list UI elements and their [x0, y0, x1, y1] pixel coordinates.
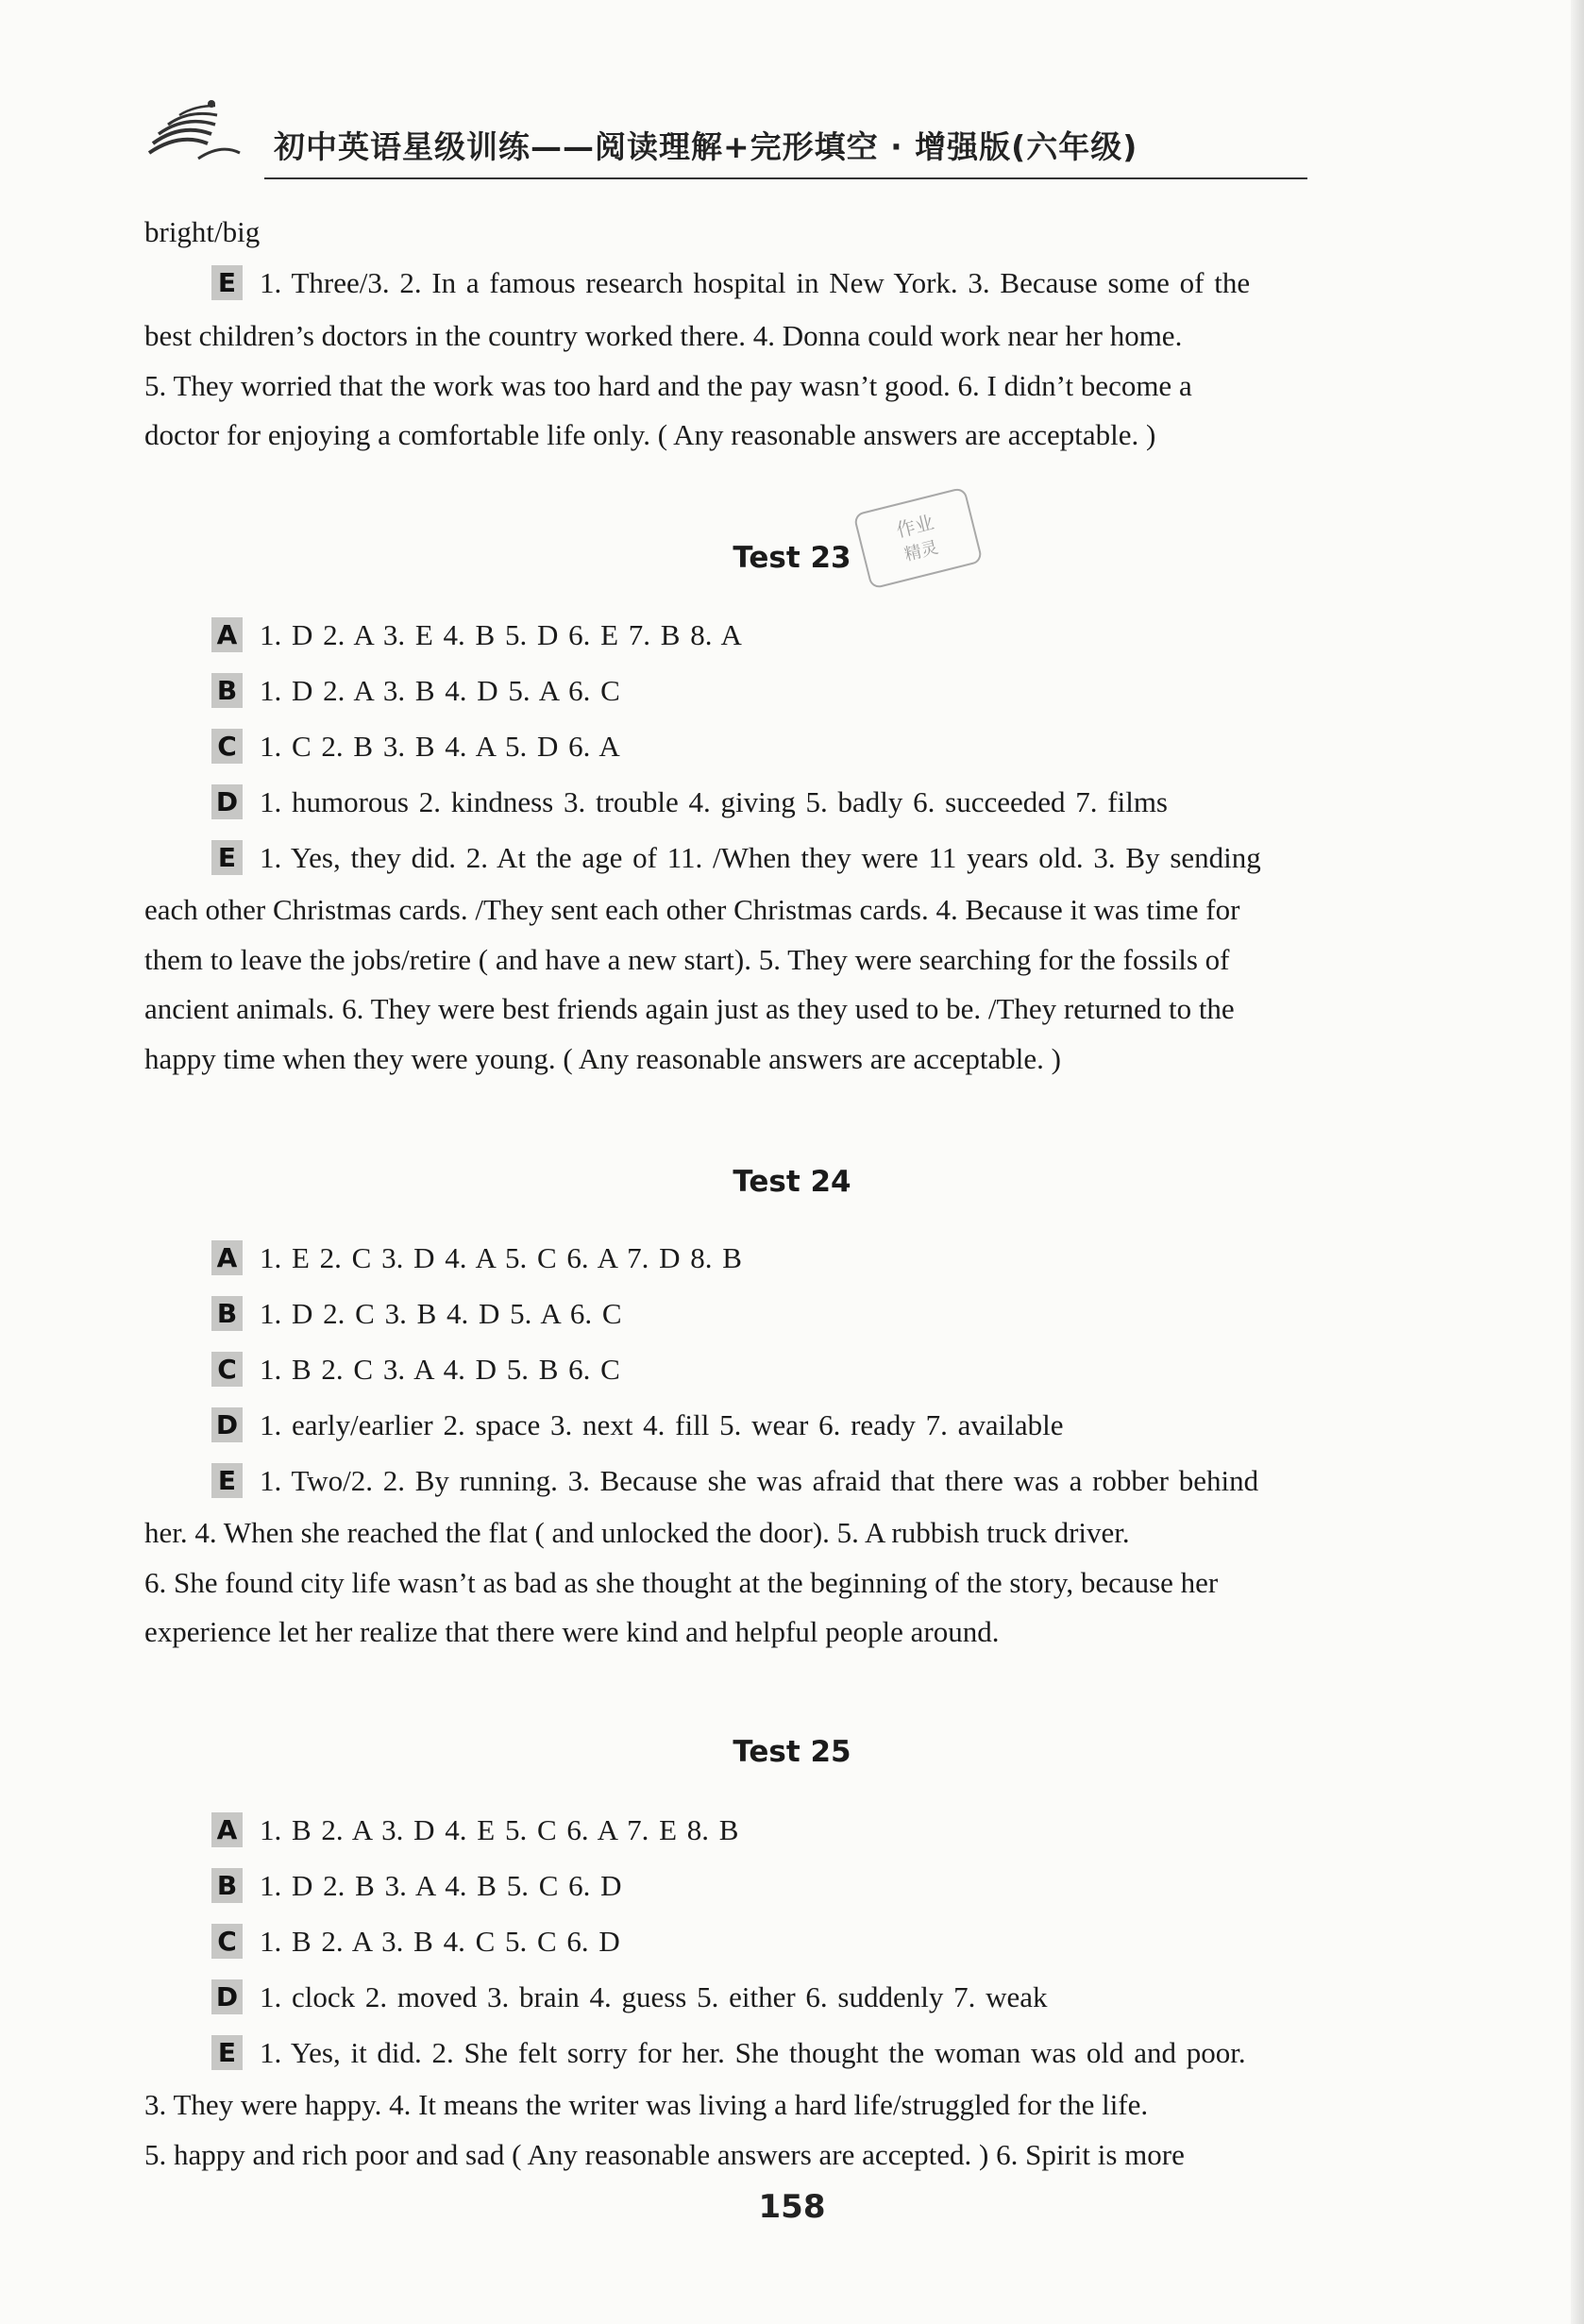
- answer-text: 1. clock 2. moved 3. brain 4. guess 5. either 6. suddenly 7. weak: [260, 1980, 1048, 2013]
- answer-text: 1. Three/3. 2. In a famous research hospital in New York. 3. Because some of the: [260, 266, 1251, 299]
- page-edge: [1571, 0, 1584, 2324]
- answer-text: 1. E 2. C 3. D 4. A 5. C 6. A 7. D 8. B: [260, 1241, 742, 1274]
- section-badge: D: [211, 784, 243, 819]
- answer-text: 1. C 2. B 3. B 4. A 5. D 6. A: [260, 730, 620, 763]
- answer-row-e: [211, 2034, 1246, 2073]
- section-badge: E: [211, 1463, 243, 1498]
- answer-row-e: [211, 264, 1250, 303]
- page-number: 158: [758, 2188, 826, 2226]
- stamp-line2: 精灵: [902, 537, 941, 565]
- answer-text: 1. B 2. A 3. B 4. C 5. C 6. D: [260, 1925, 620, 1958]
- answer-line: doctor for enjoying a comfortable life only. ( Any reasonable answers are acceptable. ): [144, 418, 1156, 451]
- answer-row-b: [211, 1867, 622, 1906]
- section-badge: A: [211, 1812, 243, 1847]
- answer-row-d: [211, 1979, 1048, 2017]
- answer-line: 5. They worried that the work was too hard and the pay wasn’t good. 6. I didn’t become a: [144, 369, 1192, 402]
- answer-line: happy time when they were young. ( Any reasonable answers are acceptable. ): [144, 1042, 1061, 1075]
- answer-text: 1. B 2. A 3. D 4. E 5. C 6. A 7. E 8. B: [260, 1813, 739, 1846]
- section-badge: C: [211, 1352, 243, 1387]
- answer-row-d: [211, 1406, 1064, 1445]
- answer-row-a: [211, 1811, 738, 1850]
- answer-text: 1. Yes, it did. 2. She felt sorry for her. She thought the woman was old and poor.: [260, 2036, 1246, 2069]
- section-badge: C: [211, 1924, 243, 1959]
- answer-text: 1. humorous 2. kindness 3. trouble 4. giving 5. badly 6. succeeded 7. films: [260, 785, 1168, 818]
- section-badge: A: [211, 617, 243, 652]
- answer-line: each other Christmas cards. /They sent each other Christmas cards. 4. Because it was time for: [144, 893, 1240, 926]
- answer-line: experience let her realize that there were kind and helpful people around.: [144, 1615, 1000, 1648]
- section-badge: E: [211, 265, 243, 300]
- answer-row-c: [211, 1351, 620, 1389]
- continuation-text: bright/big: [144, 215, 261, 248]
- answer-line: 6. She found city life wasn’t as bad as she thought at the beginning of the story, because her: [144, 1566, 1219, 1599]
- section-badge: D: [211, 1979, 243, 2014]
- section-badge: B: [211, 673, 243, 708]
- answer-line: 5. happy and rich poor and sad ( Any reasonable answers are accepted. ) 6. Spirit is more: [144, 2138, 1185, 2171]
- answer-text: 1. Yes, they did. 2. At the age of 11. /When they were 11 years old. 3. By sending: [260, 841, 1261, 874]
- book-logo-icon: [142, 94, 245, 170]
- answer-row-e: [211, 1462, 1258, 1501]
- answer-line: best children’s doctors in the country worked there. 4. Donna could work near her home.: [144, 319, 1183, 352]
- answer-row-c: [211, 1923, 620, 1962]
- answer-row-a: [211, 1239, 742, 1278]
- answer-row-c: [211, 728, 620, 766]
- answer-row-a: [211, 616, 742, 655]
- test-23-title: Test 23: [733, 541, 851, 575]
- answer-row-d: [211, 783, 1168, 822]
- answer-text: 1. D 2. C 3. B 4. D 5. A 6. C: [260, 1297, 622, 1330]
- page-header: [142, 87, 1166, 181]
- section-badge: B: [211, 1868, 243, 1903]
- header-rule: [264, 177, 1307, 179]
- section-badge: E: [211, 840, 243, 875]
- answer-row-b: [211, 672, 620, 711]
- section-badge: B: [211, 1296, 243, 1331]
- answer-text: 1. B 2. C 3. A 4. D 5. B 6. C: [260, 1353, 620, 1386]
- section-badge: C: [211, 729, 243, 764]
- answer-line: ancient animals. 6. They were best friends again just as they used to be. /They returned to the: [144, 992, 1235, 1025]
- test-24-title: Test 24: [733, 1165, 851, 1199]
- answer-line: her. 4. When she reached the flat ( and unlocked the door). 5. A rubbish truck driver.: [144, 1516, 1130, 1549]
- answer-text: 1. Two/2. 2. By running. 3. Because she was afraid that there was a robber behind: [260, 1464, 1259, 1497]
- answer-row-e: [211, 839, 1261, 878]
- test-25-title: Test 25: [733, 1735, 851, 1769]
- stamp-line1: 作业: [894, 510, 936, 542]
- answer-text: 1. D 2. A 3. B 4. D 5. A 6. C: [260, 674, 620, 707]
- answer-text: 1. early/earlier 2. space 3. next 4. fill 5. wear 6. ready 7. available: [260, 1408, 1064, 1441]
- answer-line: 3. They were happy. 4. It means the writer was living a hard life/struggled for the life.: [144, 2088, 1149, 2121]
- section-badge: A: [211, 1240, 243, 1275]
- header-title: 初中英语星级训练——阅读理解+完形填空 · 增强版(六年级): [274, 128, 1138, 165]
- answer-line: them to leave the jobs/retire ( and have a new start). 5. They were searching for the fossils of: [144, 943, 1230, 976]
- section-badge: E: [211, 2035, 243, 2070]
- answer-text: 1. D 2. A 3. E 4. B 5. D 6. E 7. B 8. A: [260, 618, 742, 651]
- section-badge: D: [211, 1407, 243, 1442]
- answer-row-b: [211, 1295, 622, 1334]
- answer-text: 1. D 2. B 3. A 4. B 5. C 6. D: [260, 1869, 622, 1902]
- homework-stamp: [843, 483, 994, 597]
